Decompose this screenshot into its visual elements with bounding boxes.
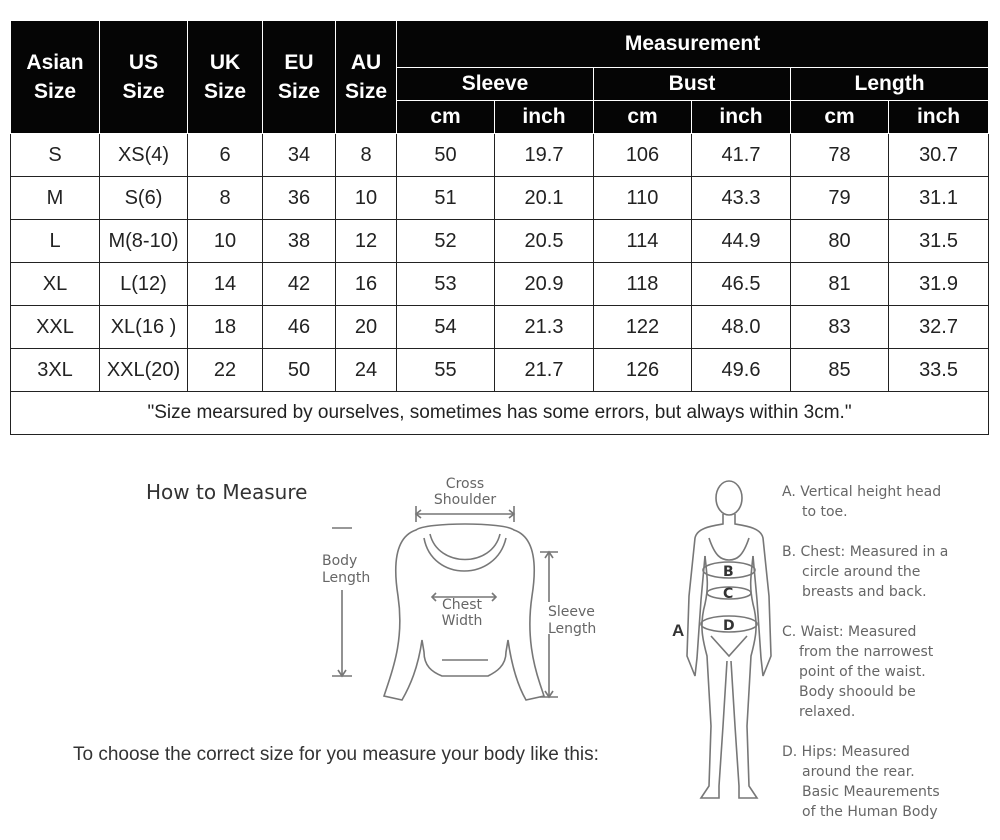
header-sleeve: Sleeve (397, 68, 594, 101)
figure-letter-c: C (723, 586, 734, 602)
table-cell: 20.9 (495, 263, 594, 306)
header-unit: inch (495, 101, 594, 134)
table-cell: M (11, 177, 100, 220)
table-cell: 10 (188, 220, 263, 263)
table-row (11, 177, 989, 220)
how-to-measure-title: How to Measure (146, 480, 308, 504)
table-cell: 52 (397, 220, 495, 263)
table-row (11, 134, 989, 177)
note-waist: C. Waist: Measured from the narrowest point of the waist. Body shoould be relaxed. (782, 624, 934, 720)
header-unit: inch (692, 101, 791, 134)
cross-shoulder-label: Cross Shoulder (433, 476, 497, 508)
table-cell: XS(4) (100, 134, 188, 177)
table-row (11, 349, 989, 392)
note-height: A. Vertical height head to toe. (782, 484, 942, 520)
table-cell: 20 (336, 306, 397, 349)
table-cell: 30.7 (889, 134, 989, 177)
table-cell: 85 (791, 349, 889, 392)
table-cell: XXL (11, 306, 100, 349)
table-cell: L (11, 220, 100, 263)
table-cell: 46.5 (692, 263, 791, 306)
table-cell: 19.7 (495, 134, 594, 177)
header-unit: inch (889, 101, 989, 134)
chest-width-label: Chest Width (441, 597, 483, 629)
table-cell: 10 (336, 177, 397, 220)
body-figure-diagram (685, 476, 775, 811)
table-cell: 6 (188, 134, 263, 177)
table-cell: M(8-10) (100, 220, 188, 263)
table-cell: 50 (397, 134, 495, 177)
table-cell: 8 (336, 134, 397, 177)
table-cell: 79 (791, 177, 889, 220)
figure-letter-d: D (723, 618, 735, 634)
table-cell: 3XL (11, 349, 100, 392)
header-unit: cm (791, 101, 889, 134)
table-cell: 36 (263, 177, 336, 220)
table-cell: 51 (397, 177, 495, 220)
body-length-label: Body Length (322, 553, 371, 586)
table-cell: 24 (336, 349, 397, 392)
table-body (11, 134, 989, 392)
table-cell: 16 (336, 263, 397, 306)
header-bust: Bust (594, 68, 791, 101)
note-hips: D. Hips: Measured around the rear. Basic Meaurements of the Human Body (782, 744, 940, 820)
table-cell: 12 (336, 220, 397, 263)
table-cell: 48.0 (692, 306, 791, 349)
header-us-size: US Size (100, 21, 188, 134)
table-cell: 41.7 (692, 134, 791, 177)
table-cell: 50 (263, 349, 336, 392)
table-cell: 21.7 (495, 349, 594, 392)
header-unit: cm (397, 101, 495, 134)
table-cell: S (11, 134, 100, 177)
table-cell: 43.3 (692, 177, 791, 220)
header-uk-size: UK Size (188, 21, 263, 134)
table-cell: 114 (594, 220, 692, 263)
table-cell: 31.5 (889, 220, 989, 263)
header-unit: cm (594, 101, 692, 134)
table-cell: 49.6 (692, 349, 791, 392)
table-cell: 118 (594, 263, 692, 306)
table-cell: 8 (188, 177, 263, 220)
table-cell: 83 (791, 306, 889, 349)
table-cell: 81 (791, 263, 889, 306)
table-cell: 78 (791, 134, 889, 177)
table-cell: 44.9 (692, 220, 791, 263)
table-cell: 110 (594, 177, 692, 220)
header-measurement: Measurement (397, 21, 989, 68)
table-cell: 106 (594, 134, 692, 177)
table-row (11, 263, 989, 306)
table-cell: 42 (263, 263, 336, 306)
table-row (11, 220, 989, 263)
table-cell: 55 (397, 349, 495, 392)
measurement-note: "Size mearsured by ourselves, sometimes has some errors, but always within 3cm." (11, 392, 989, 435)
table-cell: 20.1 (495, 177, 594, 220)
table-cell: 54 (397, 306, 495, 349)
figure-letter-a: A (672, 621, 685, 640)
table-cell: 122 (594, 306, 692, 349)
table-cell: 32.7 (889, 306, 989, 349)
table-cell: 31.1 (889, 177, 989, 220)
header-eu-size: EU Size (263, 21, 336, 134)
sweater-diagram (320, 500, 560, 710)
table-cell: 38 (263, 220, 336, 263)
table-cell: XL (11, 263, 100, 306)
sleeve-length-label: Sleeve Length (548, 604, 597, 637)
table-cell: 33.5 (889, 349, 989, 392)
table-cell: 126 (594, 349, 692, 392)
note-chest: B. Chest: Measured in a circle around the breasts and back. (782, 544, 949, 600)
table-cell: 21.3 (495, 306, 594, 349)
table-cell: S(6) (100, 177, 188, 220)
table-cell: 31.9 (889, 263, 989, 306)
table-cell: 22 (188, 349, 263, 392)
header-asian-size: Asian Size (11, 21, 100, 134)
table-cell: 18 (188, 306, 263, 349)
figure-letter-b: B (723, 564, 734, 580)
table-cell: XL(16 ) (100, 306, 188, 349)
table-cell: 34 (263, 134, 336, 177)
size-chart-table (10, 20, 989, 435)
table-row (11, 306, 989, 349)
table-cell: 80 (791, 220, 889, 263)
table-cell: XXL(20) (100, 349, 188, 392)
table-cell: 53 (397, 263, 495, 306)
table-cell: 20.5 (495, 220, 594, 263)
table-cell: 46 (263, 306, 336, 349)
header-length: Length (791, 68, 989, 101)
table-cell: 14 (188, 263, 263, 306)
header-au-size: AU Size (336, 21, 397, 134)
choose-size-instruction: To choose the correct size for you measure your body like this: (73, 744, 599, 765)
table-cell: L(12) (100, 263, 188, 306)
